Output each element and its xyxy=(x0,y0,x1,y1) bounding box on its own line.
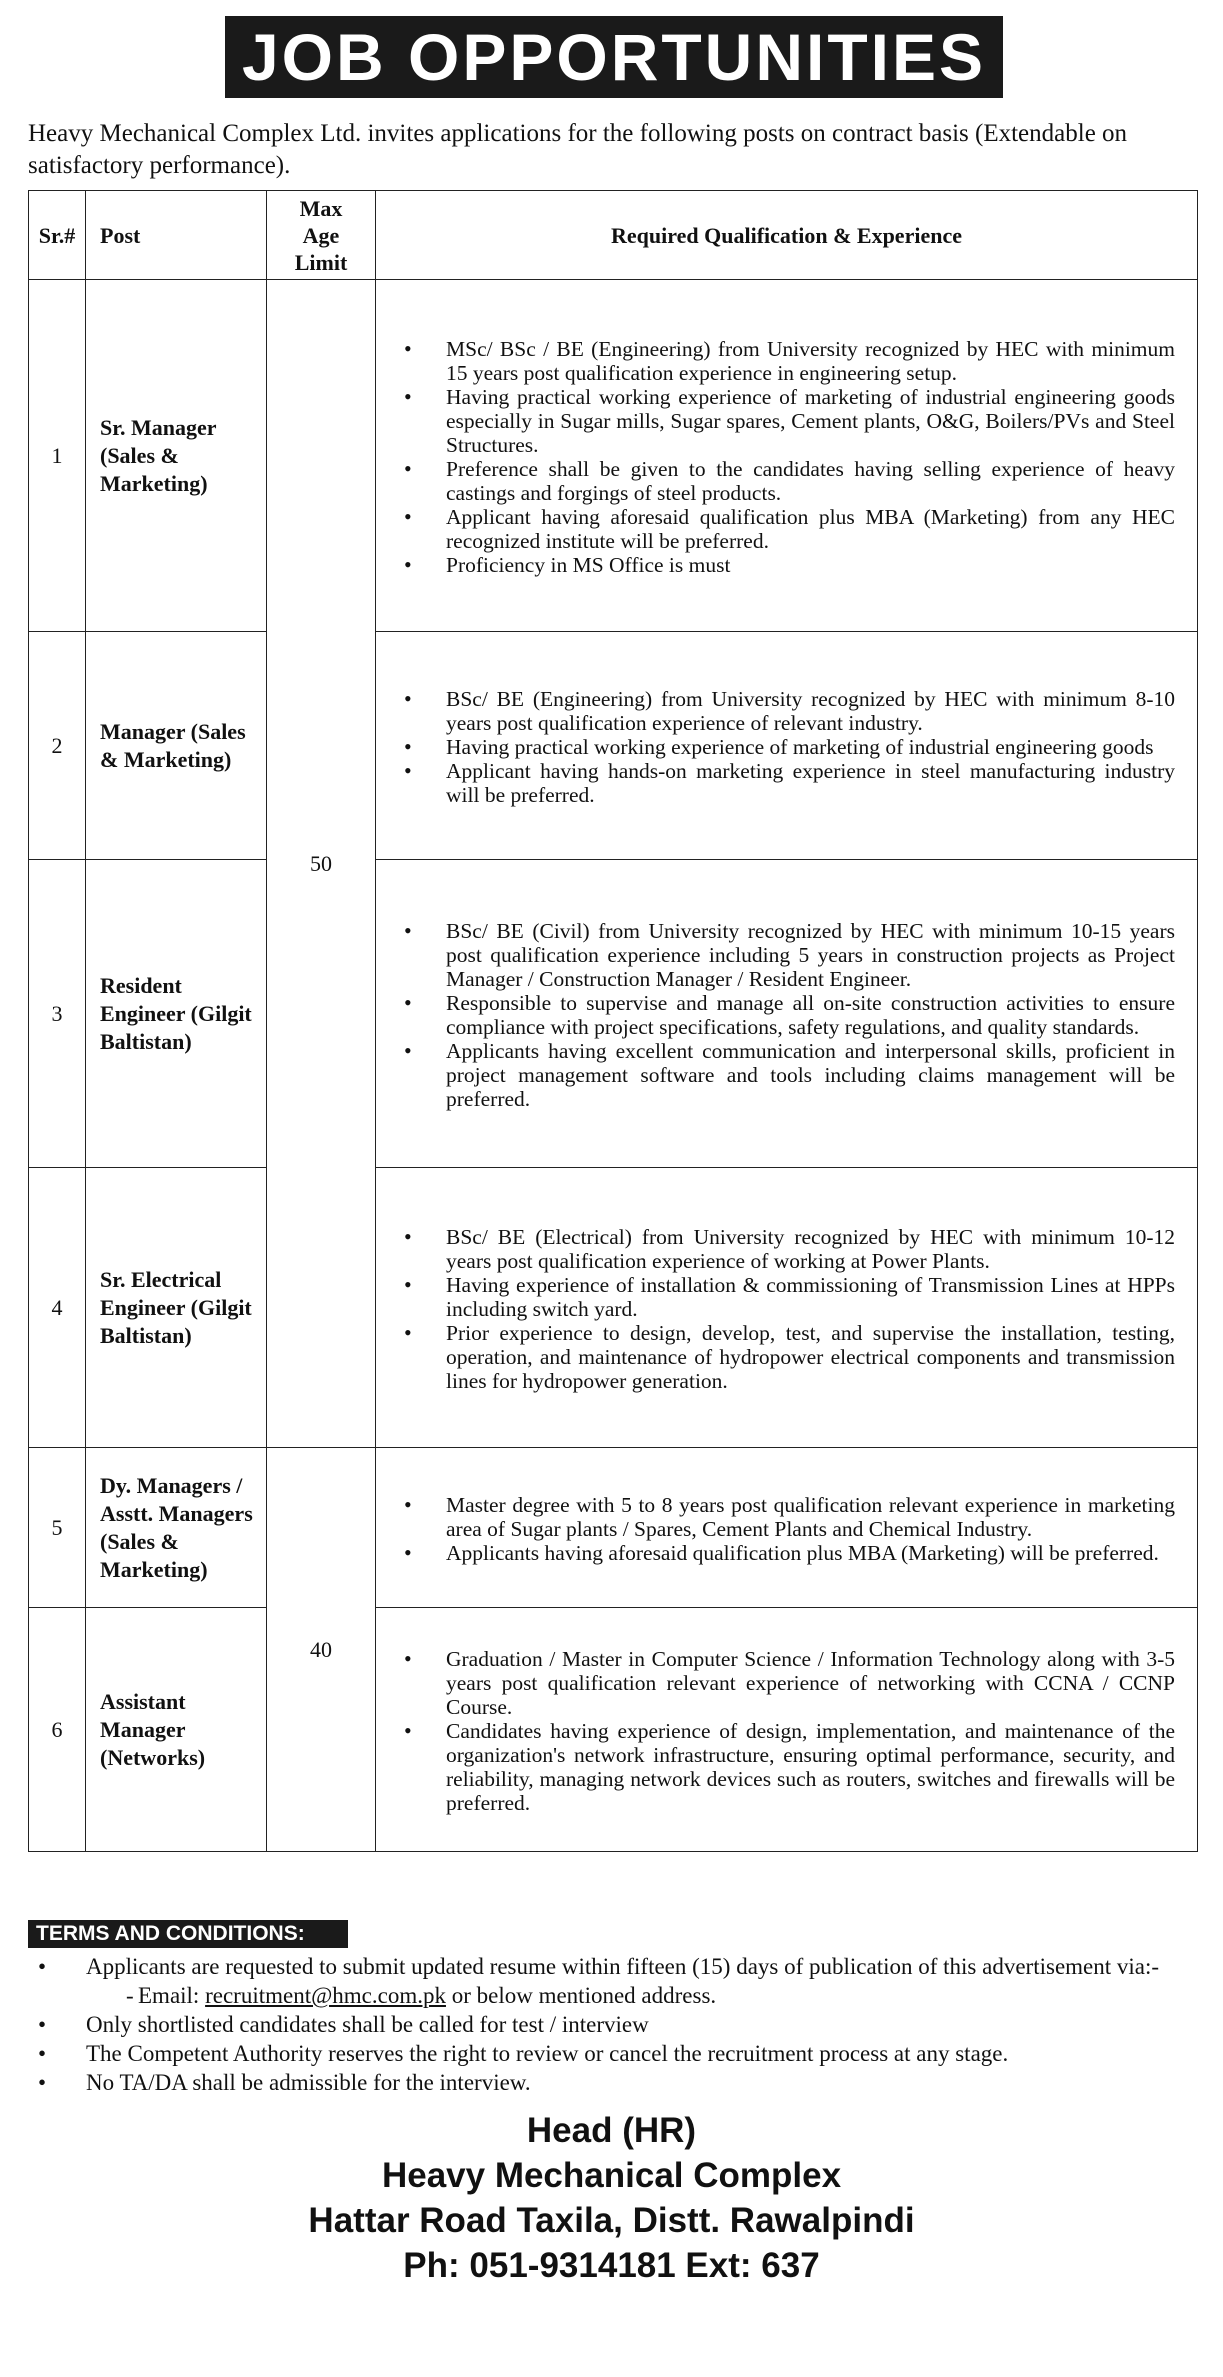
terms-heading: TERMS AND CONDITIONS: xyxy=(28,1920,348,1948)
list-item: • Responsible to supervise and manage all on-site construction activities to ensure compliance with project specifications, safety regulations, and quality standards. xyxy=(446,991,1175,1039)
table-row xyxy=(29,1448,1198,1608)
row-qualification xyxy=(376,860,1198,1168)
list-item: • Preference shall be given to the candidates having selling experience of heavy castings and forgings of steel products. xyxy=(446,457,1175,505)
row-sr: 4 xyxy=(29,1168,86,1448)
list-item: • Prior experience to design, develop, test, and supervise the installation, testing, operation, and maintenance of hydropower electrical components and transmission lines for hydropower generation. xyxy=(446,1321,1175,1393)
list-item: • Having experience of installation & commissioning of Transmission Lines at HPPs including switch yard. xyxy=(446,1273,1175,1321)
terms-item: • Applicants are requested to submit updated resume within fifteen (15) days of publication of this advertisement via:- xyxy=(28,1952,1198,1981)
header-age: Max Age Limit xyxy=(267,191,376,280)
footer-line: Hattar Road Taxila, Distt. Rawalpindi xyxy=(308,2201,915,2240)
table-row xyxy=(29,632,1198,860)
row-post: Sr. Electrical Engineer (Gilgit Baltistan) xyxy=(86,1168,267,1448)
list-item: • Applicant having aforesaid qualification plus MBA (Marketing) from any HEC recognized institute will be preferred. xyxy=(446,505,1175,553)
header-sr: Sr.# xyxy=(29,191,86,280)
list-item: • BSc/ BE (Electrical) from University recognized by HEC with minimum 10-12 years post qualification experience of working at Power Plants. xyxy=(446,1225,1175,1273)
list-item: • Graduation / Master in Computer Science / Information Technology along with 3-5 years post qualification relevant experience of networking with CCNA / CCNP Course. xyxy=(446,1647,1175,1719)
list-item: • Master degree with 5 to 8 years post qualification relevant experience in marketing area of Sugar plants / Spares, Cement Plants and Chemical Industry. xyxy=(446,1493,1175,1541)
row-qualification xyxy=(376,1168,1198,1448)
dash-marker: - xyxy=(126,1983,134,2008)
row-post: Dy. Managers / Asstt. Managers (Sales & Marketing) xyxy=(86,1448,267,1608)
table-row xyxy=(29,1608,1198,1852)
row-qualification xyxy=(376,280,1198,632)
row-post: Manager (Sales & Marketing) xyxy=(86,632,267,860)
header-qualification: Required Qualification & Experience xyxy=(376,191,1198,280)
row-post: Resident Engineer (Gilgit Baltistan) xyxy=(86,860,267,1168)
list-item: • BSc/ BE (Civil) from University recognized by HEC with minimum 10-15 years post qualification experience including 5 years in construction projects as Project Manager / Construction Manager / Resident Engineer. xyxy=(446,919,1175,991)
jobs-table xyxy=(28,190,1198,1852)
intro-text: Heavy Mechanical Complex Ltd. invites applications for the following posts on contract basis (Extendable on satisfactory performance). xyxy=(28,120,1128,179)
list-item: • Having practical working experience of marketing of industrial engineering goods especially in Sugar mills, Sugar spares, Cement plants, O&G, Boilers/PVs and Steel Structures. xyxy=(446,385,1175,457)
footer-line: Ph: 051-9314181 Ext: 637 xyxy=(403,2246,820,2285)
table-row xyxy=(29,1168,1198,1448)
list-item: • Proficiency in MS Office is must xyxy=(446,553,1175,577)
table-row xyxy=(29,860,1198,1168)
list-item: • Having practical working experience of marketing of industrial engineering goods xyxy=(446,735,1175,759)
terms-item: • No TA/DA shall be admissible for the interview. xyxy=(28,2068,1198,2097)
list-item: • Applicant having hands-on marketing experience in steel manufacturing industry will be preferred. xyxy=(446,759,1175,807)
terms-item: • Only shortlisted candidates shall be called for test / interview xyxy=(28,2010,1198,2039)
row-post: Sr. Manager (Sales & Marketing) xyxy=(86,280,267,632)
table-header-row xyxy=(29,191,1198,280)
footer-line: Head (HR) xyxy=(526,2111,697,2150)
email-label: Email: xyxy=(138,1983,200,2008)
list-item: • BSc/ BE (Engineering) from University recognized by HEC with minimum 8-10 years post qualification experience of relevant industry. xyxy=(446,687,1175,735)
row-sr: 2 xyxy=(29,632,86,860)
title-banner xyxy=(225,16,1003,98)
row-qualification xyxy=(376,1608,1198,1852)
footer-address xyxy=(0,2108,1223,2288)
terms-list xyxy=(28,1952,1198,2097)
row-post: Assistant Manager (Networks) xyxy=(86,1608,267,1852)
row-sr: 5 xyxy=(29,1448,86,1608)
terms-item: • The Competent Authority reserves the right to review or cancel the recruitment process at any stage. xyxy=(28,2039,1198,2068)
list-item: • Applicants having excellent communication and interpersonal skills, proficient in project management software and tools including claims management will be preferred. xyxy=(446,1039,1175,1111)
list-item: • Applicants having aforesaid qualification plus MBA (Marketing) will be preferred. xyxy=(446,1541,1175,1565)
list-item: • Candidates having experience of design, implementation, and maintenance of the organization's network infrastructure, ensuring optimal performance, security, and reliability, managing network devices such as routers, switches and firewalls will be preferred. xyxy=(446,1719,1175,1815)
row-qualification xyxy=(376,632,1198,860)
age-limit: 50 xyxy=(267,280,376,1448)
row-sr: 3 xyxy=(29,860,86,1168)
row-sr: 6 xyxy=(29,1608,86,1852)
page-title: JOB OPPORTUNITIES xyxy=(241,20,987,94)
list-item: • MSc/ BSc / BE (Engineering) from University recognized by HEC with minimum 15 years post qualification experience in engineering setup. xyxy=(446,337,1175,385)
email-line xyxy=(28,1981,1198,2010)
age-limit: 40 xyxy=(267,1448,376,1852)
row-sr: 1 xyxy=(29,280,86,632)
email-link[interactable]: recruitment@hmc.com.pk xyxy=(205,1983,446,2008)
row-qualification xyxy=(376,1448,1198,1608)
email-suffix: or below mentioned address. xyxy=(451,1983,717,2008)
header-post: Post xyxy=(86,191,267,280)
table-row xyxy=(29,280,1198,632)
footer-line: Heavy Mechanical Complex xyxy=(381,2156,842,2195)
